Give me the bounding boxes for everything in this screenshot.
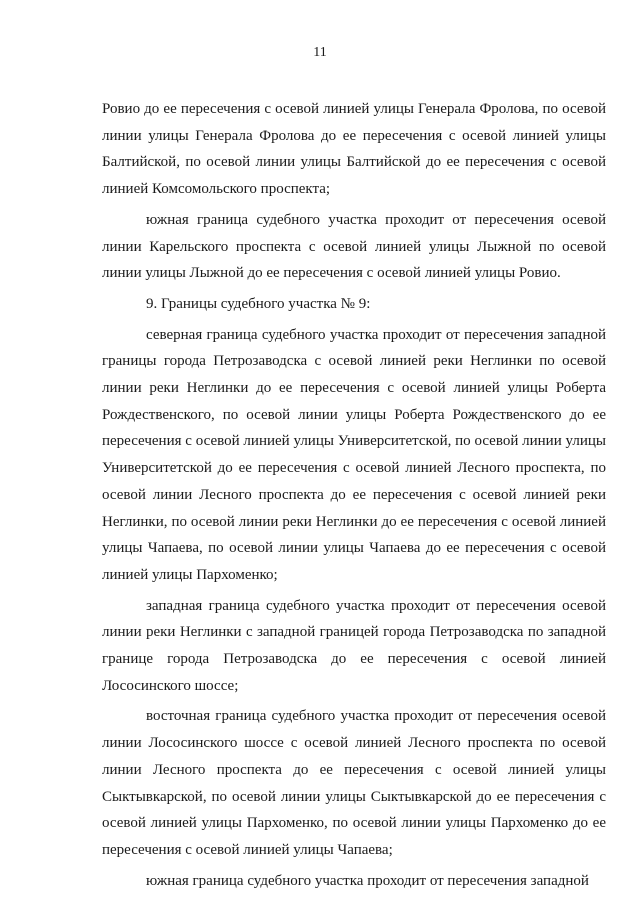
paragraph-northern-boundary: северная граница судебного участка проходит от пересечения западной границы города Петрозаводска с осевой линией реки Неглинки по осевой линии реки Неглинки до ее пересечения с осевой линией улицы Роберта Рождественского, по осевой линии улицы Роберта Рождественского до ее пересечения с осевой линией улицы Университетской, по осевой линии улицы Университетской до ее пересечения с осевой линией Лесного проспекта, по осевой линии Лесного проспекта до ее пересечения с осевой линией реки Неглинки, по осевой линии реки Неглинки до ее пересечения с осевой линией улицы Чапаева, по осевой линии улицы Чапаева до ее пересечения с осевой линией улицы Пархоменко;	[102, 326, 606, 583]
document-body	[102, 96, 606, 898]
paragraph-western-boundary: западная граница судебного участка проходит от пересечения осевой линии реки Неглинки с западной границей города Петрозаводска по западной границе города Петрозаводска до ее пересечения с осевой линией Лососинского шоссе;	[102, 597, 606, 694]
paragraph-northern-boundary-continuation: Ровио до ее пересечения с осевой линией улицы Генерала Фролова, по осевой линии улицы Генерала Фролова до ее пересечения с осевой линией улицы Балтийской, по осевой линии улицы Балтийской до ее пересечения с осевой линией Комсомольского проспекта;	[102, 101, 606, 198]
paragraph-southern-boundary: южная граница судебного участка проходит от пересечения осевой линии Карельского проспекта с осевой линией улицы Лыжной по осевой линии улицы Лыжной до ее пересечения с осевой линией улицы Ровио.	[102, 211, 606, 282]
paragraph-eastern-boundary: восточная граница судебного участка проходит от пересечения осевой линии Лососинского шоссе с осевой линией Лесного проспекта по осевой линии Лесного проспекта до ее пересечения с осевой линией улицы Сыктывкарской, по осевой линии улицы Сыктывкарской до ее пересечения с осевой линией улицы Пархоменко, по осевой линии улицы Пархоменко до ее пересечения с осевой линией улицы Чапаева;	[102, 708, 606, 858]
page-number: 11	[313, 45, 327, 60]
section-heading-court-district-9: 9. Границы судебного участка № 9:	[146, 295, 371, 312]
paragraph-southern-boundary-start: южная граница судебного участка проходит от пересечения западной	[146, 872, 589, 889]
